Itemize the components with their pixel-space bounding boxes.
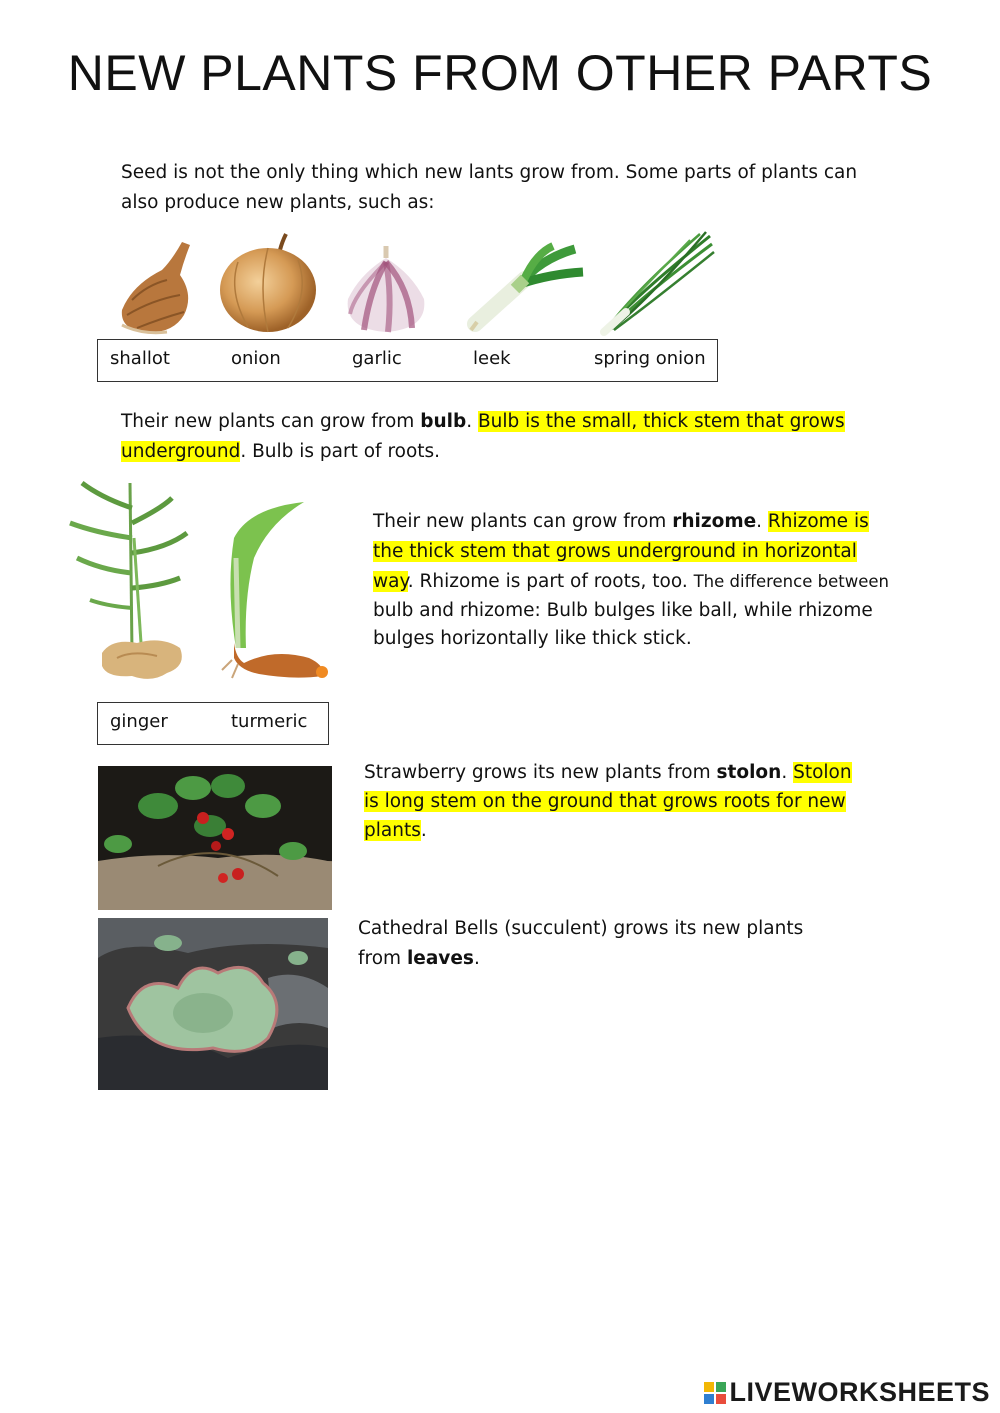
spring-onion-image bbox=[600, 232, 715, 334]
stolon-text-pre: Strawberry grows its new plants from bbox=[364, 762, 717, 783]
brand-name: LIVEWORKSHEETS bbox=[729, 1377, 990, 1407]
rhizome-dot: . bbox=[756, 511, 768, 532]
strawberry-image bbox=[98, 766, 332, 910]
bulb-labels-box bbox=[97, 339, 718, 382]
shallot-image bbox=[112, 240, 197, 335]
rhizome-text-pre: Their new plants can grow from bbox=[373, 511, 673, 532]
stolon-highlight-2: is long stem on the ground that grows roots for new bbox=[364, 791, 846, 812]
rhizome-line-4: bulb and rhizome: Bulb bulges like ball, while rhizome bbox=[373, 600, 873, 621]
bulb-paragraph bbox=[121, 407, 881, 467]
liveworksheets-icon bbox=[704, 1382, 726, 1404]
intro-paragraph bbox=[121, 158, 857, 218]
rhizome-text-post: . Rhizome is part of roots, too. bbox=[407, 571, 694, 592]
garlic-image bbox=[340, 244, 432, 334]
intro-line-2: also produce new plants, such as: bbox=[121, 192, 435, 213]
onion-image bbox=[218, 232, 320, 334]
stolon-paragraph bbox=[364, 758, 884, 845]
label-ginger: ginger bbox=[110, 711, 168, 732]
leaves-end: . bbox=[473, 948, 480, 969]
stolon-highlight-1: Stolon bbox=[793, 762, 852, 783]
cathedral-bells-image bbox=[98, 918, 328, 1090]
leaves-term: leaves bbox=[406, 948, 474, 969]
turmeric-image bbox=[214, 498, 329, 680]
bulb-text-pre: Their new plants can grow from bbox=[121, 411, 421, 432]
rhizome-labels-box bbox=[97, 702, 329, 745]
stolon-highlight-3: plants bbox=[364, 820, 421, 841]
bulb-dot: . bbox=[466, 411, 478, 432]
label-shallot: shallot bbox=[110, 348, 170, 369]
label-turmeric: turmeric bbox=[231, 711, 308, 732]
bulb-term: bulb bbox=[420, 411, 467, 432]
rhizome-term: rhizome bbox=[672, 511, 757, 532]
rhizome-highlight-3: way bbox=[373, 571, 408, 592]
leek-image bbox=[465, 244, 585, 334]
bulb-highlight-2: underground bbox=[121, 441, 241, 462]
stolon-end: . bbox=[420, 820, 427, 841]
bulb-text-post: . Bulb is part of roots. bbox=[240, 441, 441, 462]
leaves-line-1: Cathedral Bells (succulent) grows its new plants bbox=[358, 918, 804, 939]
leaves-text-pre: from bbox=[358, 948, 407, 969]
rhizome-highlight-1: Rhizome is bbox=[767, 511, 869, 532]
bulb-highlight-1: Bulb is the small, thick stem that grows bbox=[477, 411, 845, 432]
label-leek: leek bbox=[473, 348, 511, 369]
rhizome-line-5: bulges horizontally like thick stick. bbox=[373, 628, 692, 649]
rhizome-difference-start: The difference between bbox=[693, 572, 889, 591]
rhizome-paragraph bbox=[373, 507, 893, 653]
leaves-paragraph bbox=[358, 914, 878, 974]
label-garlic: garlic bbox=[352, 348, 402, 369]
stolon-dot: . bbox=[781, 762, 794, 783]
intro-line-1: Seed is not the only thing which new lants grow from. Some parts of plants can bbox=[121, 162, 858, 183]
ginger-image bbox=[62, 478, 202, 690]
rhizome-highlight-2: the thick stem that grows underground in horizontal bbox=[373, 541, 857, 562]
stolon-term: stolon bbox=[716, 762, 782, 783]
liveworksheets-logo bbox=[704, 1377, 990, 1408]
page-title: NEW PLANTS FROM OTHER PARTS bbox=[67, 45, 933, 101]
label-onion: onion bbox=[231, 348, 281, 369]
label-spring-onion: spring onion bbox=[594, 348, 706, 369]
